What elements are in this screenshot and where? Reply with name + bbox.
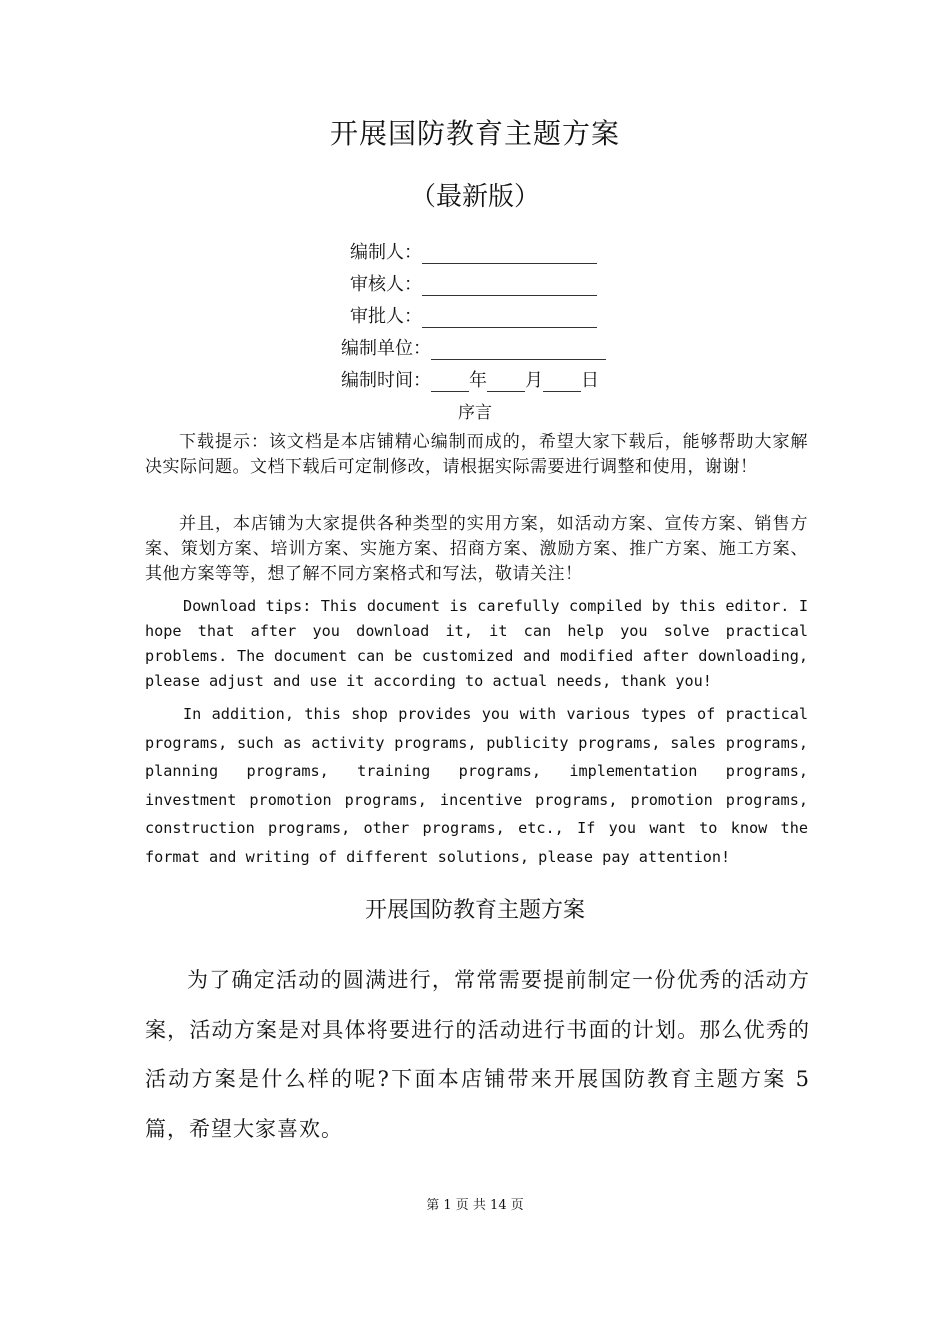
page-footer: 第 1 页 共 14 页	[426, 1198, 524, 1213]
day-label: 日	[581, 370, 599, 391]
date-row	[341, 366, 599, 392]
section-title: 开展国防教育主题方案	[364, 898, 585, 923]
preface-paragraph-2: 并且，本店铺为大家提供各种类型的实用方案，如活动方案、宣传方案、销售方案、策划方案、培训方案、实施方案、招商方案、激励方案、推广方案、施工方案、其他方案等等，想了解不同方案格式和写法，敬请关注！	[145, 514, 808, 584]
day-blank	[543, 373, 581, 392]
document-subtitle: （最新版）	[409, 182, 540, 212]
reviewer-blank	[422, 277, 597, 296]
reviewer-label: 审核人：	[350, 274, 422, 295]
unit-row	[341, 334, 606, 360]
year-label: 年	[469, 370, 487, 391]
compiler-blank	[422, 245, 597, 264]
preface-title: 序言	[458, 403, 492, 423]
unit-blank	[431, 341, 606, 360]
year-blank	[431, 373, 469, 392]
unit-label: 编制单位：	[341, 338, 431, 359]
preface-paragraph-4: In addition, this shop provides you with various types of practical programs, such as activity programs, publicity programs, sales programs, planning programs, training programs, implementation programs, investment promotion programs, incentive programs, promotion programs, construction programs, other programs, etc., If you want to know the format and writing of different solutions, please pay attention!	[145, 705, 808, 866]
reviewer-row	[350, 270, 597, 296]
approver-blank	[422, 309, 597, 328]
month-label: 月	[525, 370, 543, 391]
preface-paragraph-1: 下载提示：该文档是本店铺精心编制而成的，希望大家下载后，能够帮助大家解决实际问题。文档下载后可定制修改，请根据实际需要进行调整和使用，谢谢！	[145, 432, 808, 477]
compiler-label: 编制人：	[350, 242, 422, 263]
compiler-row	[350, 238, 597, 264]
document-title: 开展国防教育主题方案	[329, 117, 620, 150]
date-label: 编制时间：	[341, 370, 431, 391]
month-blank	[487, 373, 525, 392]
approver-row	[350, 302, 597, 328]
approver-label: 审批人：	[350, 306, 422, 327]
section-body: 为了确定活动的圆满进行，常常需要提前制定一份优秀的活动方案，活动方案是对具体将要进行的活动进行书面的计划。那么优秀的活动方案是什么样的呢?下面本店铺带来开展国防教育主题方案 5篇，希望大家喜欢。	[145, 968, 810, 1141]
preface-paragraph-3: Download tips: This document is carefully compiled by this editor. I hope that after you download it, it can help you solve practical problems. The document can be customized and modified after downloading, please adjust and use it according to actual needs, thank you!	[145, 597, 808, 690]
